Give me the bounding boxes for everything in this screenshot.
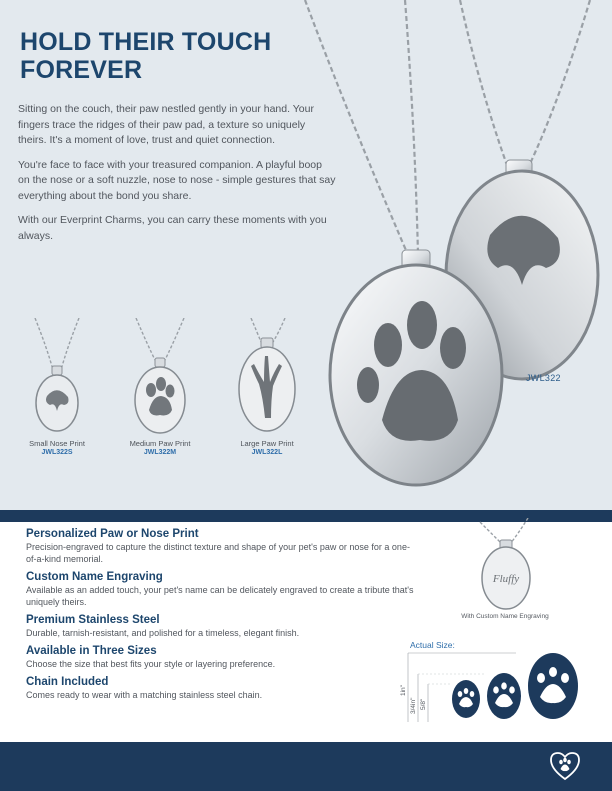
product-sku: JWL322M	[143, 449, 177, 456]
feature-description: Precision-engraved to capture the distinct texture and shape of your pet's paw or nose for a one-of-a-kind memorial.	[26, 542, 410, 564]
feature-title: Available in Three Sizes	[26, 645, 157, 657]
feature-item	[26, 527, 416, 565]
feature-description: Choose the size that best fits your style or layering preference.	[26, 659, 276, 669]
large-paw-pendant-image	[237, 318, 297, 436]
feature-item	[26, 644, 416, 670]
engraved-name: Fluffy	[492, 573, 520, 585]
product-sku: JWL322L	[251, 449, 283, 456]
product-label: Large Paw Print	[240, 439, 294, 448]
product-thumb-large-paw	[227, 318, 307, 456]
size-diagram	[396, 636, 596, 736]
footer-band	[0, 742, 612, 791]
intro-text	[18, 102, 336, 253]
feature-title: Custom Name Engraving	[26, 571, 163, 583]
feature-description: Available as an added touch, your pet's name can be delicately engraved to create a tribute that's uniquely theirs.	[26, 585, 414, 607]
dimension-label: 5/8"	[420, 698, 427, 710]
actual-size-label: Actual Size:	[410, 640, 455, 650]
product-label: Small Nose Print	[29, 439, 85, 448]
feature-title: Personalized Paw or Nose Print	[26, 528, 199, 540]
intro-paragraph: Sitting on the couch, their paw nestled gently in your hand. Your fingers trace the ridges of their paw pad, a texture so uniquely theirs. It's a moment of love, trust and quiet connection.	[18, 103, 314, 146]
intro-paragraph: With our Everprint Charms, you can carry these moments with you always.	[18, 214, 327, 242]
product-sku: JWL322S	[41, 449, 73, 456]
feature-description: Durable, tarnish-resistant, and polished for a timeless, elegant finish.	[26, 628, 300, 638]
headline: HOLD THEIR TOUCH FOREVER	[20, 28, 272, 84]
medium-paw-pendant-image	[130, 318, 190, 436]
feature-item	[26, 570, 416, 608]
product-label: Medium Paw Print	[129, 439, 191, 448]
actual-size-comparison	[396, 636, 596, 736]
custom-engraving-caption: With Custom Name Engraving	[461, 613, 549, 620]
feature-item	[26, 675, 416, 701]
intro-paragraph: You're face to face with your treasured companion. A playful boop on the nose or a soft nuzzle, nose to nose - simple gestures that say everything about the bond you share.	[18, 158, 336, 202]
main-pendant-image	[290, 0, 612, 500]
custom-engraving-pendant-image	[476, 518, 536, 612]
product-thumb-small-nose	[17, 318, 97, 456]
small-nose-pendant-image	[27, 318, 87, 436]
feature-item	[26, 613, 416, 639]
feature-title: Premium Stainless Steel	[26, 614, 160, 626]
product-thumb-medium-paw	[120, 318, 200, 456]
feature-list	[26, 527, 416, 706]
feature-title: Chain Included	[26, 676, 109, 688]
feature-description: Comes ready to wear with a matching stainless steel chain.	[26, 690, 263, 700]
dimension-label: 3/4in"	[410, 697, 417, 714]
heart-paw-icon	[548, 749, 582, 783]
dimension-label: 1in"	[400, 685, 407, 696]
main-sku: JWL322	[526, 373, 561, 383]
